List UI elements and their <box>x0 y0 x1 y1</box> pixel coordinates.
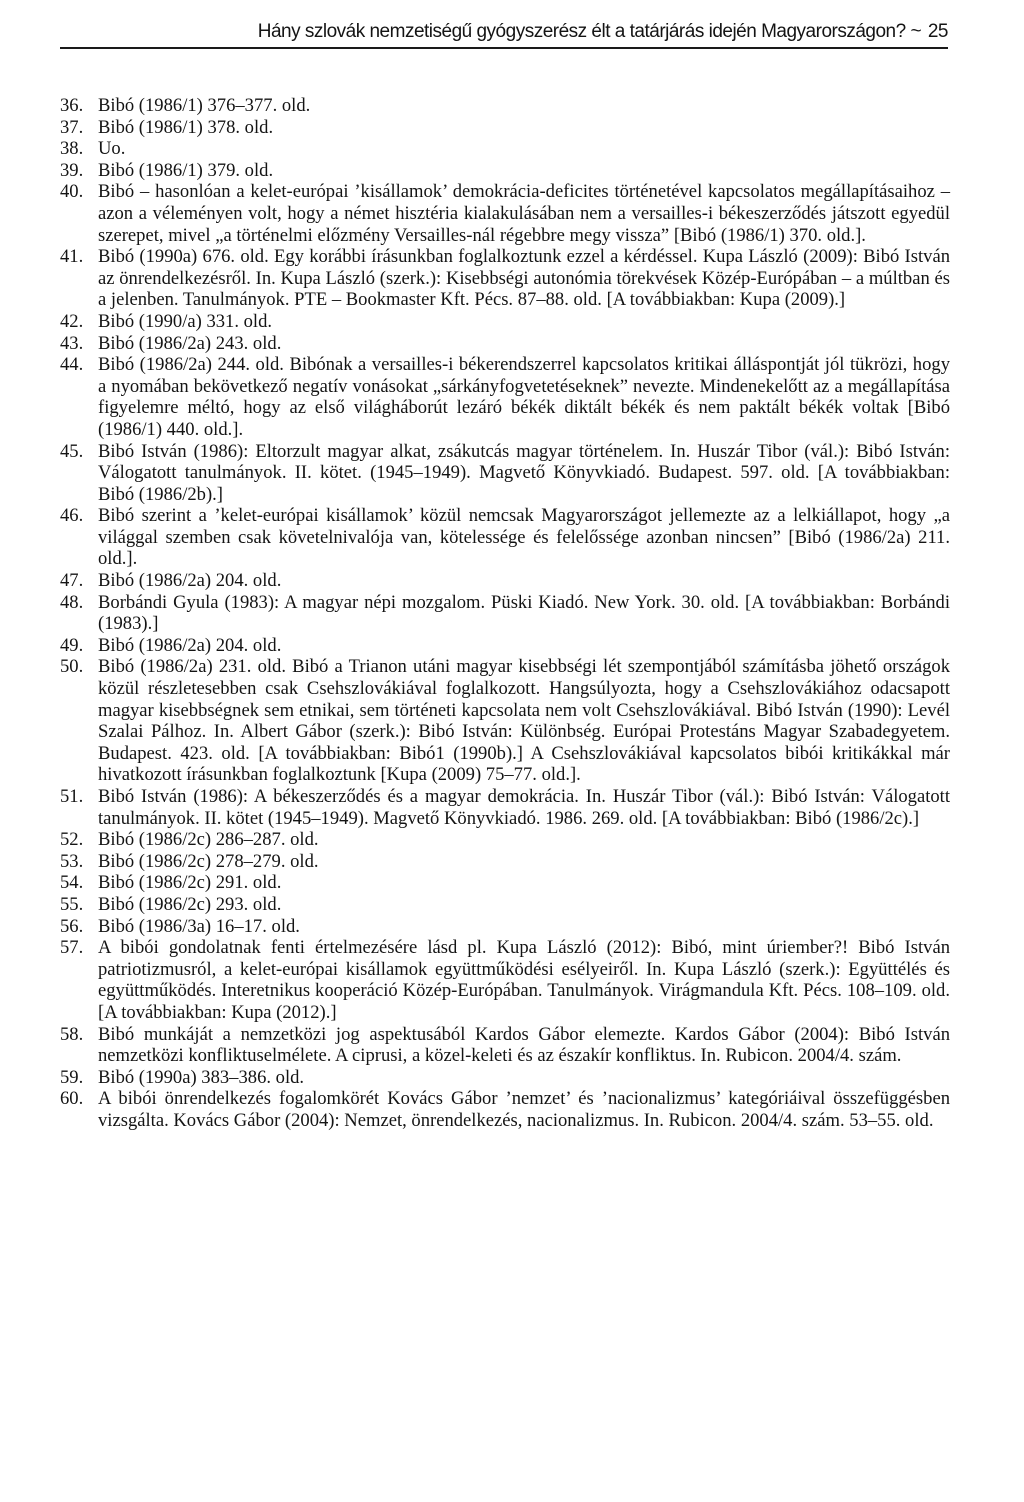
endnote-text: Bibó (1986/2a) 243. old. <box>98 332 282 354</box>
endnote-item <box>60 333 950 355</box>
endnote-number: 49. <box>60 634 84 656</box>
endnote-number: 57. <box>60 937 84 959</box>
endnote-text: Bibó (1986/2a) 204. old. <box>98 570 282 592</box>
endnote-item <box>60 635 950 657</box>
endnote-text: Bibó szerint a ’kelet-európai kisállamok’ közül nemcsak Magyarországot jellemezte az a lelkiállapot, hogy „a világgal szemben csak követelnivalója van, kötelessége és felelőssége azonban nincsen” [Bibó (1986/2a) 211. old.]. <box>98 505 950 570</box>
endnote-item <box>60 829 950 851</box>
endnote-number: 47. <box>60 570 84 592</box>
endnote-item <box>60 505 950 570</box>
endnote-item <box>60 1088 950 1131</box>
page-number: 25 <box>927 21 948 42</box>
endnote-text: Uo. <box>98 138 126 160</box>
endnote-item <box>60 937 950 1023</box>
endnote-number: 56. <box>60 915 84 937</box>
endnote-number: 41. <box>60 246 84 268</box>
endnote-item <box>60 95 950 117</box>
endnote-number: 48. <box>60 591 84 613</box>
endnote-text: Bibó – hasonlóan a kelet-európai ’kisállamok’ demokrácia-deficites történetével kapcsolatos megállapításaihoz – azon a véleményen volt, hogy a német hisztéria kialakulásában nem a versailles-i békeszerződés játszott egyedül szerepet, mivel „a történelmi előzmény Versailles-nál régebbre megy vissza” [Bibó (1986/1) 370. old.]. <box>98 181 950 246</box>
endnote-number: 59. <box>60 1066 84 1088</box>
endnote-item <box>60 786 950 829</box>
endnote-item <box>60 441 950 506</box>
endnote-number: 55. <box>60 893 84 915</box>
endnote-text: Bibó (1986/2a) 204. old. <box>98 634 282 656</box>
endnote-text: Bibó (1990a) 676. old. Egy korábbi írásunkban foglalkoztunk ezzel a kérdéssel. Kupa László (2009): Bibó István az önrendelkezésről. In. Kupa László (szerk.): Kisebbségi autonómia törekvések Közép-Európában – a múltban és a jelenben. Tanulmányok. PTE – Bookmaster Kft. Pécs. 87–88. old. [A továbbiakban: Kupa (2009).] <box>98 246 950 311</box>
endnote-number: 44. <box>60 354 84 376</box>
endnote-number: 54. <box>60 872 84 894</box>
endnote-item <box>60 138 950 160</box>
endnote-text: Bibó (1986/2c) 286–287. old. <box>98 829 319 851</box>
endnote-item <box>60 872 950 894</box>
endnote-item <box>60 117 950 139</box>
endnote-number: 46. <box>60 505 84 527</box>
endnote-item <box>60 354 950 440</box>
endnote-number: 43. <box>60 332 84 354</box>
endnote-text: Bibó (1990/a) 331. old. <box>98 310 273 332</box>
endnote-number: 37. <box>60 116 84 138</box>
endnote-item <box>60 851 950 873</box>
endnote-item <box>60 1067 950 1089</box>
endnote-number: 38. <box>60 138 84 160</box>
endnote-number: 45. <box>60 440 84 462</box>
endnote-number: 60. <box>60 1088 84 1110</box>
endnote-text: Bibó (1986/1) 379. old. <box>98 159 274 181</box>
endnote-text: Borbándi Gyula (1983): A magyar népi mozgalom. Püski Kiadó. New York. 30. old. [A továbbiakban: Borbándi (1983).] <box>98 591 950 635</box>
endnotes-list <box>60 95 950 1132</box>
endnote-number: 58. <box>60 1023 84 1045</box>
endnote-text: Bibó (1986/2c) 293. old. <box>98 893 282 915</box>
endnote-text: Bibó (1986/2a) 244. old. Bibónak a versailles-i békerendszerrel kapcsolatos kritikai álláspontját jól tükrözi, hogy a nyomában bekövetkező negatív vonásokat „sárkányfogvetetéseknek” nevezte. Mindenekelőtt az a megállapítása figyelemre méltó, hogy az első világháborút lezáró békék diktált békék és nem paktált békék voltak [Bibó (1986/1) 440. old.]. <box>98 354 950 440</box>
endnote-text: Bibó (1986/3a) 16–17. old. <box>98 915 300 937</box>
endnote-item <box>60 916 950 938</box>
endnote-item <box>60 894 950 916</box>
endnote-item <box>60 311 950 333</box>
endnote-item <box>60 160 950 182</box>
endnote-number: 40. <box>60 181 84 203</box>
endnote-item <box>60 570 950 592</box>
endnote-item <box>60 181 950 246</box>
endnote-item <box>60 656 950 786</box>
endnote-number: 39. <box>60 159 84 181</box>
header-title: Hány szlovák nemzetiségű gyógyszerész élt a tatárjárás idején Magyarországon? <box>257 21 906 42</box>
endnote-text: A bibói önrendelkezés fogalomkörét Kovács Gábor ’nemzet’ és ’nacionalizmus’ kategóriáival összefüggésben vizsgálta. Kovács Gábor (2004): Nemzet, önrendelkezés, nacionalizmus. In. Rubicon. 2004/4. szám. 53–55. old. <box>98 1088 950 1131</box>
endnote-text: Bibó István (1986): A békeszerződés és a magyar demokrácia. In. Huszár Tibor (vál.): Bibó István: Válogatott tanulmányok. II. kötet (1945–1949). Magvető Könyvkiadó. 1986. 269. old. [A továbbiakban: Bibó (1986/2c).] <box>98 786 950 829</box>
endnote-text: Bibó (1986/2c) 278–279. old. <box>98 850 319 872</box>
endnote-text: Bibó (1986/2a) 231. old. Bibó a Trianon utáni magyar kisebbségi lét szempontjából számításba jöhető országok közül részletesebben csak Csehszlovákiával foglalkozott. Hangsúlyozta, hogy a Csehszlovákiához odacsapott magyar kisebbségnek sem etnikai, sem történeti kapcsolata nem volt Csehszlovákiával. Bibó István (1990): Levél Szalai Pálhoz. In. Albert Gábor (szerk.): Bibó István: Különbség. Európai Protestáns Magyar Szabadegyetem. Budapest. 423. old. [A továbbiakban: Bibó1 (1990b).] A Csehszlovákiával kapcsolatos bibói kritikákkal már hivatkozott írásunkban foglalkoztunk [Kupa (2009) 75–77. old.]. <box>98 656 950 786</box>
endnote-text: Bibó (1986/1) 378. old. <box>98 116 274 138</box>
header-separator: ~ <box>910 21 922 42</box>
endnote-text: Bibó (1986/1) 376–377. old. <box>98 95 311 116</box>
endnote-number: 36. <box>60 95 84 116</box>
endnote-text: Bibó (1986/2c) 291. old. <box>98 872 282 894</box>
endnote-number: 51. <box>60 786 84 807</box>
endnote-text: Bibó (1990a) 383–386. old. <box>98 1066 305 1088</box>
running-header <box>60 19 948 49</box>
endnote-number: 42. <box>60 310 84 332</box>
endnote-text: Bibó munkáját a nemzetközi jog aspektusából Kardos Gábor elemezte. Kardos Gábor (2004): Bibó István nemzetközi konfliktuselmélete. A ciprusi, a közel-keleti és az északír konfliktus. In. Rubicon. 2004/4. szám. <box>98 1023 950 1067</box>
endnote-item <box>60 1024 950 1067</box>
endnote-number: 52. <box>60 829 84 851</box>
endnote-number: 53. <box>60 850 84 872</box>
endnote-item <box>60 592 950 635</box>
endnote-text: Bibó István (1986): Eltorzult magyar alkat, zsákutcás magyar történelem. In. Huszár Tibor (vál.): Bibó István: Válogatott tanulmányok. II. kötet. (1945–1949). Magvető Könyvkiadó. Budapest. 597. old. [A továbbiakban: Bibó (1986/2b).] <box>98 440 950 505</box>
endnote-text: A bibói gondolatnak fenti értelmezésére lásd pl. Kupa László (2012): Bibó, mint úriember?! Bibó István patriotizmusról, a kelet-európai kisállamok együttműködési esélyeiről. In. Kupa László (szerk.): Együttélés és együttműködés. Interetnikus kooperáció Közép-Európában. Tanulmányok. Virágmandula Kft. Pécs. 108–109. old. [A továbbiakban: Kupa (2012).] <box>98 937 950 1023</box>
endnote-number: 50. <box>60 656 84 678</box>
endnote-item <box>60 246 950 311</box>
